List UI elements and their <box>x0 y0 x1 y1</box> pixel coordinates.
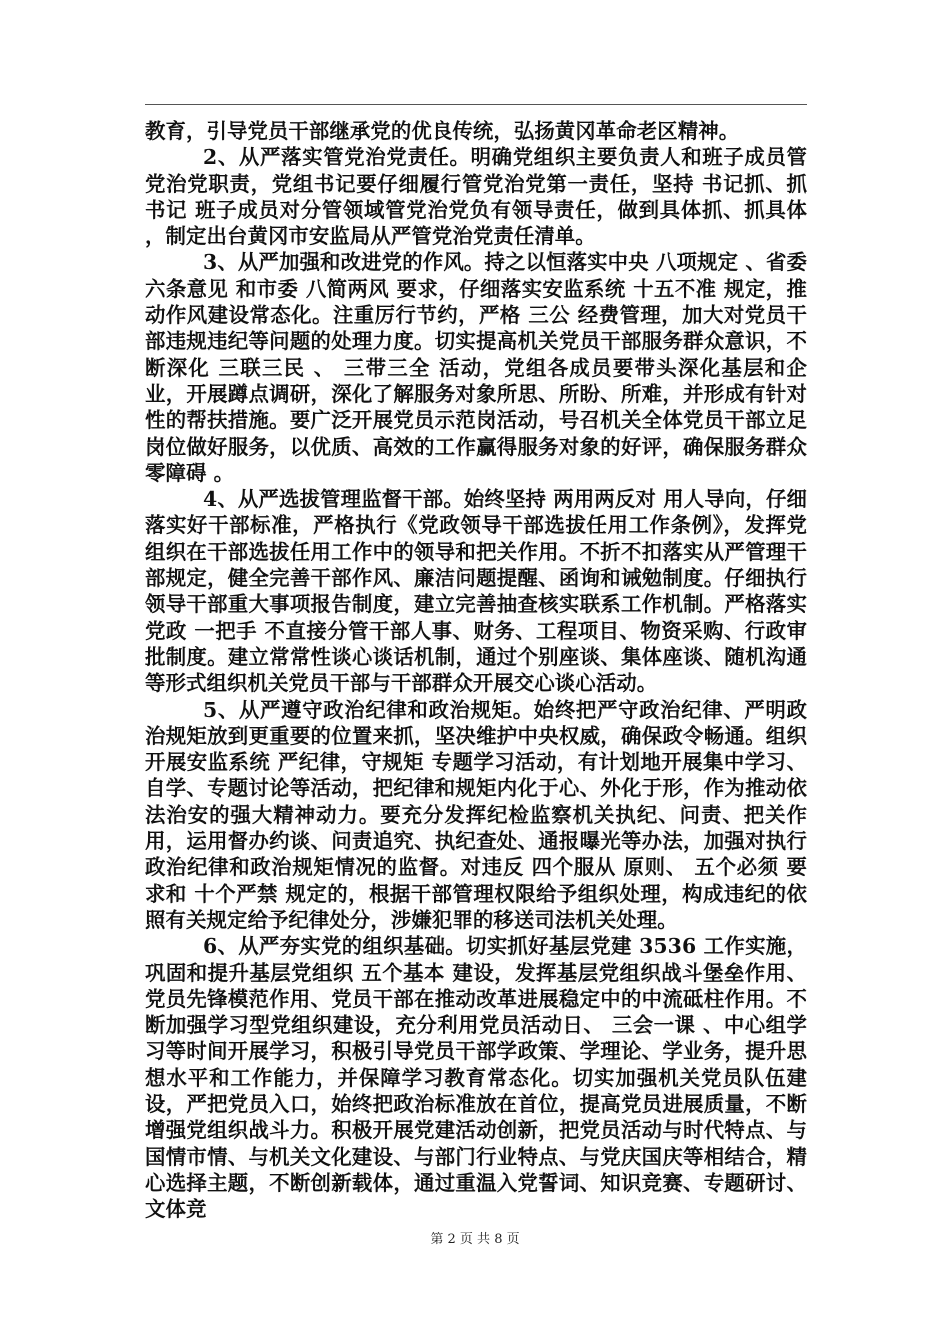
document-body <box>145 118 807 1222</box>
paragraph-continuation: 教育，引导党员干部继承党的优良传统，弘扬黄冈革命老区精神。 <box>145 119 740 143</box>
paragraph-item-6: 6、从严夯实党的组织基础。切实抓好基层党建 3536 工作实施，巩固和提升基层党组织 五个基本 建设，发挥基层党组织战斗堡垒作用、党员先锋模范作用、党员干部在推动改革进展稳定中的中流砥柱作用。不断加强学习型党组织建设，充分利用党员活动日、 三会一课 、中心组学习等时间开展学习，积极引导党员干部学政策、学理论、学业务，提升思想水平和工作能力，并保障学习教育常态化。切实加强机关党员队伍建设，严把党员入口，始终把政治标准放在首位，提高党员进展质量，不断增强党组织战斗力。积极开展党建活动创新，把党员活动与时代特点、与国情市情、与机关文化建设、与部门行业特点、与党庆国庆等相结合，精心选择主题，不断创新载体，通过重温入党誓词、知识竞赛、专题研讨、文体竞 <box>145 934 807 1222</box>
paragraph-item-3: 3、从严加强和改进党的作风。持之以恒落实中央 八项规定 、省委 六条意见 和市委 八简两风 要求，仔细落实安监系统 十五不准 规定，推动作风建设常态化。注重厉行节约，严格 三公 经费管理，加大对党员干部违规违纪等问题的处理力度。切实提高机关党员干部服务群众意识，不断深化 三联三民 、 三带三全 活动，党组各成员要带头深化基层和企业，开展蹲点调研，深化了解服务对象所思、所盼、所难，并形成有针对性的帮扶措施。要广泛开展党员示范岗活动，号召机关全体党员干部立足岗位做好服务，以优质、高效的工作赢得服务对象的好评，确保服务群众 零障碍 。 <box>145 250 807 485</box>
header-rule <box>145 104 807 105</box>
page-number: 第 2 页 共 8 页 <box>430 1232 520 1247</box>
paragraph-item-2: 2、从严落实管党治党责任。明确党组织主要负责人和班子成员管党治党职责，党组书记要仔细履行管党治党第一责任，坚持 书记抓、抓书记 班子成员对分管领域管党治党负有领导责任，做到具体抓、抓具体 ，制定出台黄冈市安监局从严管党治党责任清单。 <box>145 145 807 249</box>
paragraph-item-4: 4、从严选拔管理监督干部。始终坚持 两用两反对 用人导向，仔细落实好干部标准，严格执行《党政领导干部选拔任用工作条例》，发挥党组织在干部选拔任用工作中的领导和把关作用。不折不扣落实从严管理干部规定，健全完善干部作风、廉洁问题提醒、函询和诫勉制度。仔细执行领导干部重大事项报告制度，建立完善抽查核实联系工作机制。严格落实党政 一把手 不直接分管干部人事、财务、工程项目、物资采购、行政审批制度。建立常常性谈心谈话机制，通过个别座谈、集体座谈、随机沟通等形式组织机关党员干部与干部群众开展交心谈心活动。 <box>145 487 807 696</box>
paragraph-item-5: 5、从严遵守政治纪律和政治规矩。始终把严守政治纪律、严明政治规矩放到更重要的位置来抓，坚决维护中央权威，确保政令畅通。组织开展安监系统 严纪律，守规矩 专题学习活动，有计划地开展集中学习、自学、专题讨论等活动，把纪律和规矩内化于心、外化于形，作为推动依法治安的强大精神动力。要充分发挥纪检监察机关执纪、问责、把关作用，运用督办约谈、问责追究、执纪查处、通报曝光等办法，加强对执行政治纪律和政治规矩情况的监督。对违反 四个服从 原则、 五个必须 要求和 十个严禁 规定的，根据干部管理权限给予组织处理，构成违纪的依照有关规定给予纪律处分，涉嫌犯罪的移送司法机关处理。 <box>145 697 807 932</box>
